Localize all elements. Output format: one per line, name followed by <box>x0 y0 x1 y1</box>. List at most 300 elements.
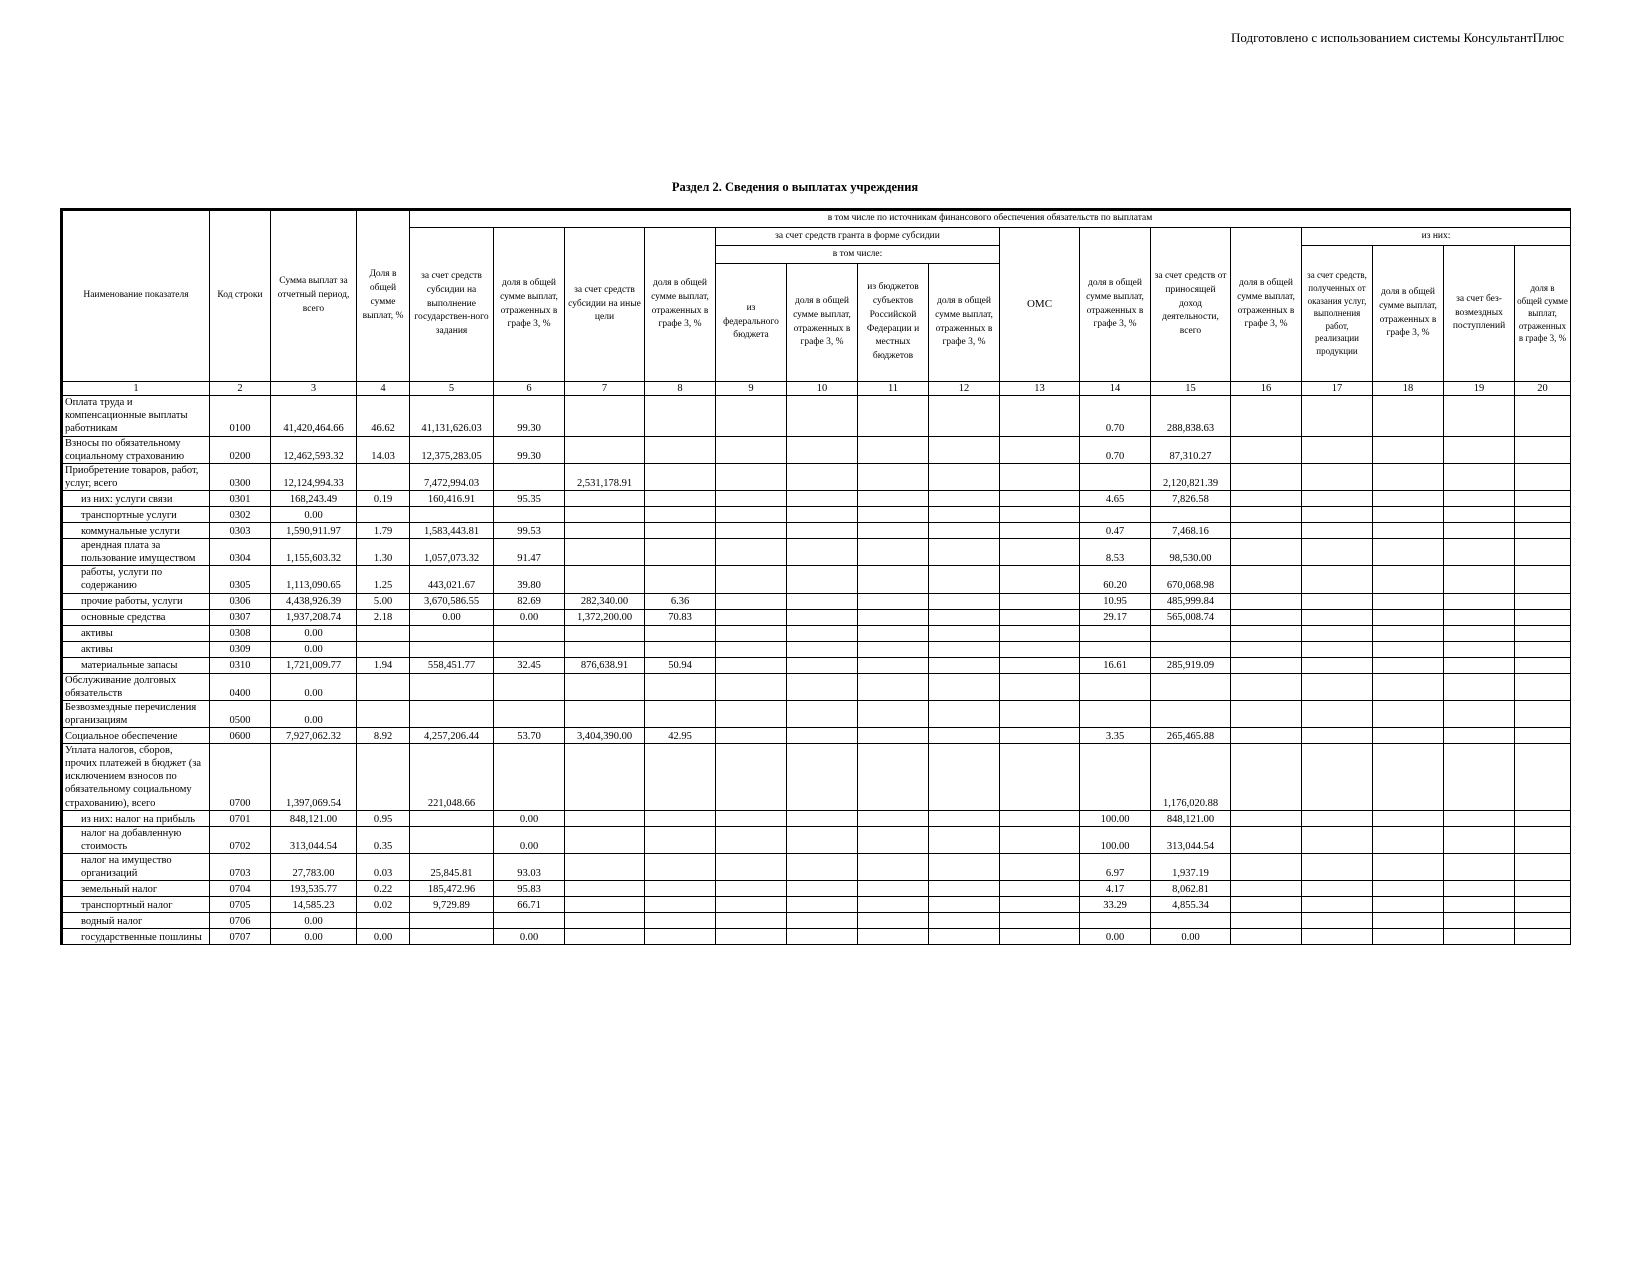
row-value-col-15: 1,176,020.88 <box>1151 744 1231 811</box>
row-code: 0302 <box>210 507 271 523</box>
row-value-col-8 <box>645 396 716 436</box>
row-value-col-6 <box>494 507 565 523</box>
row-value-col-13 <box>1000 523 1080 539</box>
row-value-col-20 <box>1515 609 1571 625</box>
row-value-col-11 <box>858 491 929 507</box>
row-value-col-10 <box>787 641 858 657</box>
row-value-col-8 <box>645 625 716 641</box>
row-value-col-19 <box>1444 881 1515 897</box>
row-value-col-3: 7,927,062.32 <box>271 728 357 744</box>
row-value-col-12 <box>929 826 1000 853</box>
row-name: из них: налог на прибыль <box>62 810 210 826</box>
table-row <box>62 673 1571 700</box>
row-code: 0304 <box>210 539 271 566</box>
row-value-col-4: 0.95 <box>357 810 410 826</box>
row-code: 0705 <box>210 897 271 913</box>
col-header-11: из бюджетов субъектов Российской Федерации и местных бюджетов <box>858 264 929 382</box>
row-value-col-14: 3.35 <box>1080 728 1151 744</box>
row-value-col-20 <box>1515 853 1571 880</box>
row-value-col-20 <box>1515 463 1571 490</box>
row-value-col-15 <box>1151 913 1231 929</box>
row-value-col-6 <box>494 625 565 641</box>
row-value-col-7: 2,531,178.91 <box>565 463 645 490</box>
table-row <box>62 897 1571 913</box>
row-value-col-18 <box>1373 881 1444 897</box>
column-number: 15 <box>1151 382 1231 396</box>
row-value-col-20 <box>1515 881 1571 897</box>
row-value-col-18 <box>1373 625 1444 641</box>
row-value-col-8 <box>645 853 716 880</box>
row-value-col-20 <box>1515 507 1571 523</box>
column-number: 14 <box>1080 382 1151 396</box>
row-value-col-9 <box>716 539 787 566</box>
row-value-col-16 <box>1231 523 1302 539</box>
row-code: 0301 <box>210 491 271 507</box>
row-value-col-17 <box>1302 463 1373 490</box>
row-value-col-19 <box>1444 463 1515 490</box>
row-value-col-10 <box>787 539 858 566</box>
row-value-col-16 <box>1231 436 1302 463</box>
row-value-col-11 <box>858 853 929 880</box>
row-value-col-8: 50.94 <box>645 657 716 673</box>
row-value-col-13 <box>1000 593 1080 609</box>
row-value-col-12 <box>929 507 1000 523</box>
row-value-col-16 <box>1231 641 1302 657</box>
row-value-col-20 <box>1515 523 1571 539</box>
row-value-col-3: 1,397,069.54 <box>271 744 357 811</box>
row-value-col-12 <box>929 929 1000 945</box>
row-value-col-17 <box>1302 881 1373 897</box>
row-value-col-19 <box>1444 625 1515 641</box>
row-value-col-15: 7,468.16 <box>1151 523 1231 539</box>
row-value-col-14 <box>1080 625 1151 641</box>
row-value-col-10 <box>787 609 858 625</box>
row-value-col-6: 95.83 <box>494 881 565 897</box>
row-value-col-17 <box>1302 539 1373 566</box>
row-value-col-13 <box>1000 396 1080 436</box>
row-value-col-17 <box>1302 700 1373 727</box>
row-value-col-7 <box>565 700 645 727</box>
row-value-col-10 <box>787 625 858 641</box>
column-number: 1 <box>62 382 210 396</box>
row-value-col-19 <box>1444 897 1515 913</box>
row-value-col-11 <box>858 913 929 929</box>
row-value-col-20 <box>1515 826 1571 853</box>
table-row <box>62 436 1571 463</box>
row-value-col-7 <box>565 523 645 539</box>
col-header-10: доля в общей сумме выплат, отраженных в графе 3, % <box>787 264 858 382</box>
row-code: 0400 <box>210 673 271 700</box>
row-value-col-19 <box>1444 810 1515 826</box>
row-name: Взносы по обязательному социальному страхованию <box>62 436 210 463</box>
row-value-col-5: 221,048.66 <box>410 744 494 811</box>
row-value-col-15: 0.00 <box>1151 929 1231 945</box>
row-value-col-5 <box>410 641 494 657</box>
row-value-col-7 <box>565 539 645 566</box>
row-value-col-11 <box>858 539 929 566</box>
column-number: 18 <box>1373 382 1444 396</box>
table-row <box>62 881 1571 897</box>
row-value-col-16 <box>1231 507 1302 523</box>
table-row <box>62 826 1571 853</box>
row-value-col-18 <box>1373 507 1444 523</box>
row-value-col-3: 1,937,208.74 <box>271 609 357 625</box>
row-value-col-19 <box>1444 826 1515 853</box>
row-value-col-18 <box>1373 744 1444 811</box>
row-value-col-4 <box>357 673 410 700</box>
row-value-col-12 <box>929 523 1000 539</box>
row-value-col-14: 0.47 <box>1080 523 1151 539</box>
row-value-col-4: 1.25 <box>357 566 410 593</box>
row-value-col-12 <box>929 913 1000 929</box>
table-row <box>62 657 1571 673</box>
row-value-col-18 <box>1373 728 1444 744</box>
row-value-col-17 <box>1302 491 1373 507</box>
row-value-col-18 <box>1373 609 1444 625</box>
row-value-col-6 <box>494 463 565 490</box>
row-value-col-6: 93.03 <box>494 853 565 880</box>
row-value-col-15: 8,062.81 <box>1151 881 1231 897</box>
table-row <box>62 491 1571 507</box>
row-value-col-17 <box>1302 929 1373 945</box>
table-row <box>62 566 1571 593</box>
row-value-col-6: 0.00 <box>494 826 565 853</box>
row-value-col-4 <box>357 913 410 929</box>
row-value-col-5 <box>410 913 494 929</box>
row-value-col-6 <box>494 673 565 700</box>
row-value-col-19 <box>1444 641 1515 657</box>
row-value-col-9 <box>716 673 787 700</box>
row-value-col-6: 53.70 <box>494 728 565 744</box>
row-value-col-6 <box>494 744 565 811</box>
table-row <box>62 523 1571 539</box>
row-value-col-18 <box>1373 593 1444 609</box>
col-header-of-them: из них: <box>1302 228 1571 246</box>
row-value-col-6: 99.30 <box>494 436 565 463</box>
column-number: 9 <box>716 382 787 396</box>
row-value-col-9 <box>716 728 787 744</box>
row-value-col-12 <box>929 539 1000 566</box>
row-value-col-8 <box>645 700 716 727</box>
row-value-col-17 <box>1302 625 1373 641</box>
row-value-col-19 <box>1444 491 1515 507</box>
row-value-col-9 <box>716 523 787 539</box>
row-value-col-20 <box>1515 700 1571 727</box>
row-value-col-15 <box>1151 641 1231 657</box>
row-code: 0305 <box>210 566 271 593</box>
row-value-col-19 <box>1444 728 1515 744</box>
row-value-col-5 <box>410 673 494 700</box>
row-value-col-3: 0.00 <box>271 913 357 929</box>
col-header-20: доля в общей сумме выплат, отраженных в графе 3, % <box>1515 246 1571 382</box>
row-value-col-11 <box>858 396 929 436</box>
row-value-col-13 <box>1000 897 1080 913</box>
column-number: 8 <box>645 382 716 396</box>
row-value-col-20 <box>1515 641 1571 657</box>
table-row <box>62 641 1571 657</box>
row-value-col-17 <box>1302 657 1373 673</box>
row-value-col-8 <box>645 826 716 853</box>
row-value-col-11 <box>858 673 929 700</box>
row-value-col-10 <box>787 491 858 507</box>
row-value-col-11 <box>858 700 929 727</box>
row-value-col-7 <box>565 625 645 641</box>
row-value-col-16 <box>1231 853 1302 880</box>
row-value-col-13 <box>1000 881 1080 897</box>
row-value-col-8 <box>645 523 716 539</box>
row-code: 0306 <box>210 593 271 609</box>
row-value-col-11 <box>858 897 929 913</box>
row-value-col-9 <box>716 609 787 625</box>
row-value-col-8: 70.83 <box>645 609 716 625</box>
row-value-col-20 <box>1515 913 1571 929</box>
column-number-row <box>62 382 1571 396</box>
row-value-col-14 <box>1080 507 1151 523</box>
row-value-col-11 <box>858 929 929 945</box>
row-name: работы, услуги по содержанию <box>62 566 210 593</box>
row-value-col-13 <box>1000 463 1080 490</box>
row-value-col-9 <box>716 463 787 490</box>
row-name: Обслуживание долговых обязательств <box>62 673 210 700</box>
row-value-col-12 <box>929 881 1000 897</box>
col-header-grant: за счет средств гранта в форме субсидии <box>716 228 1000 246</box>
row-value-col-18 <box>1373 826 1444 853</box>
row-value-col-7 <box>565 396 645 436</box>
col-header-6: доля в общей сумме выплат, отраженных в графе 3, % <box>494 228 565 382</box>
row-code: 0200 <box>210 436 271 463</box>
row-value-col-4: 1.79 <box>357 523 410 539</box>
row-value-col-7 <box>565 507 645 523</box>
row-value-col-17 <box>1302 853 1373 880</box>
row-value-col-8 <box>645 810 716 826</box>
row-value-col-4: 1.94 <box>357 657 410 673</box>
row-value-col-13 <box>1000 657 1080 673</box>
row-value-col-15 <box>1151 625 1231 641</box>
row-value-col-7 <box>565 826 645 853</box>
row-value-col-15 <box>1151 673 1231 700</box>
row-value-col-9 <box>716 897 787 913</box>
column-number: 6 <box>494 382 565 396</box>
row-value-col-18 <box>1373 657 1444 673</box>
row-value-col-7 <box>565 436 645 463</box>
row-name: водный налог <box>62 913 210 929</box>
row-value-col-9 <box>716 929 787 945</box>
row-name: прочие работы, услуги <box>62 593 210 609</box>
row-value-col-14: 16.61 <box>1080 657 1151 673</box>
row-value-col-20 <box>1515 897 1571 913</box>
row-value-col-19 <box>1444 566 1515 593</box>
row-value-col-9 <box>716 657 787 673</box>
row-code: 0703 <box>210 853 271 880</box>
row-value-col-19 <box>1444 929 1515 945</box>
row-value-col-9 <box>716 853 787 880</box>
row-value-col-8 <box>645 881 716 897</box>
row-code: 0707 <box>210 929 271 945</box>
row-value-col-3: 848,121.00 <box>271 810 357 826</box>
row-value-col-8 <box>645 463 716 490</box>
row-value-col-20 <box>1515 673 1571 700</box>
column-number: 12 <box>929 382 1000 396</box>
row-value-col-4: 1.30 <box>357 539 410 566</box>
row-value-col-14: 10.95 <box>1080 593 1151 609</box>
row-value-col-10 <box>787 396 858 436</box>
row-value-col-3: 41,420,464.66 <box>271 396 357 436</box>
row-value-col-9 <box>716 566 787 593</box>
col-header-5: за счет средств субсидии на выполнение государствен-ного задания <box>410 228 494 382</box>
col-header-including: в том числе: <box>716 246 1000 264</box>
row-value-col-17 <box>1302 641 1373 657</box>
row-value-col-17 <box>1302 396 1373 436</box>
row-value-col-10 <box>787 593 858 609</box>
row-value-col-3: 12,462,593.32 <box>271 436 357 463</box>
col-header-14: доля в общей сумме выплат, отраженных в графе 3, % <box>1080 228 1151 382</box>
row-value-col-7 <box>565 491 645 507</box>
row-value-col-11 <box>858 507 929 523</box>
column-number: 20 <box>1515 382 1571 396</box>
row-value-col-18 <box>1373 810 1444 826</box>
row-value-col-13 <box>1000 853 1080 880</box>
row-value-col-19 <box>1444 523 1515 539</box>
row-name: земельный налог <box>62 881 210 897</box>
row-value-col-10 <box>787 897 858 913</box>
row-value-col-3: 0.00 <box>271 673 357 700</box>
row-value-col-14 <box>1080 913 1151 929</box>
row-value-col-4: 0.02 <box>357 897 410 913</box>
row-value-col-7: 876,638.91 <box>565 657 645 673</box>
row-value-col-5: 7,472,994.03 <box>410 463 494 490</box>
row-value-col-17 <box>1302 913 1373 929</box>
row-code: 0300 <box>210 463 271 490</box>
row-value-col-4 <box>357 507 410 523</box>
row-value-col-3: 1,721,009.77 <box>271 657 357 673</box>
row-value-col-16 <box>1231 929 1302 945</box>
table-row <box>62 507 1571 523</box>
column-number: 17 <box>1302 382 1373 396</box>
row-value-col-11 <box>858 436 929 463</box>
row-value-col-19 <box>1444 539 1515 566</box>
row-value-col-14: 0.70 <box>1080 436 1151 463</box>
row-value-col-10 <box>787 853 858 880</box>
row-code: 0700 <box>210 744 271 811</box>
row-value-col-5: 3,670,586.55 <box>410 593 494 609</box>
column-number: 19 <box>1444 382 1515 396</box>
row-value-col-9 <box>716 913 787 929</box>
row-value-col-13 <box>1000 609 1080 625</box>
row-value-col-5: 185,472.96 <box>410 881 494 897</box>
row-value-col-16 <box>1231 810 1302 826</box>
row-value-col-16 <box>1231 593 1302 609</box>
row-value-col-3: 1,155,603.32 <box>271 539 357 566</box>
row-value-col-20 <box>1515 593 1571 609</box>
row-value-col-13 <box>1000 539 1080 566</box>
row-value-col-12 <box>929 853 1000 880</box>
row-value-col-9 <box>716 507 787 523</box>
row-value-col-15: 565,008.74 <box>1151 609 1231 625</box>
row-value-col-7 <box>565 641 645 657</box>
row-code: 0307 <box>210 609 271 625</box>
row-value-col-6 <box>494 641 565 657</box>
table-row <box>62 810 1571 826</box>
row-code: 0704 <box>210 881 271 897</box>
row-value-col-3: 27,783.00 <box>271 853 357 880</box>
row-code: 0500 <box>210 700 271 727</box>
row-value-col-11 <box>858 728 929 744</box>
col-header-18: доля в общей сумме выплат, отраженных в графе 3, % <box>1373 246 1444 382</box>
row-value-col-9 <box>716 625 787 641</box>
row-name: материальные запасы <box>62 657 210 673</box>
row-value-col-18 <box>1373 913 1444 929</box>
row-value-col-8 <box>645 897 716 913</box>
row-value-col-7: 3,404,390.00 <box>565 728 645 744</box>
row-value-col-12 <box>929 744 1000 811</box>
row-code: 0100 <box>210 396 271 436</box>
row-value-col-8 <box>645 566 716 593</box>
column-number: 5 <box>410 382 494 396</box>
row-value-col-5: 160,416.91 <box>410 491 494 507</box>
row-value-col-6: 0.00 <box>494 810 565 826</box>
row-value-col-18 <box>1373 673 1444 700</box>
row-value-col-7 <box>565 929 645 945</box>
row-value-col-10 <box>787 700 858 727</box>
row-value-col-17 <box>1302 609 1373 625</box>
row-value-col-4: 0.03 <box>357 853 410 880</box>
row-value-col-14 <box>1080 700 1151 727</box>
row-value-col-6: 99.53 <box>494 523 565 539</box>
column-number: 11 <box>858 382 929 396</box>
row-name: государственные пошлины <box>62 929 210 945</box>
column-number: 2 <box>210 382 271 396</box>
row-value-col-13 <box>1000 625 1080 641</box>
row-value-col-12 <box>929 810 1000 826</box>
table-row <box>62 625 1571 641</box>
row-value-col-13 <box>1000 436 1080 463</box>
row-name: Приобретение товаров, работ, услуг, всего <box>62 463 210 490</box>
row-value-col-12 <box>929 641 1000 657</box>
row-value-col-4: 8.92 <box>357 728 410 744</box>
row-value-col-12 <box>929 593 1000 609</box>
row-value-col-17 <box>1302 566 1373 593</box>
row-value-col-16 <box>1231 491 1302 507</box>
row-value-col-17 <box>1302 728 1373 744</box>
row-value-col-4 <box>357 625 410 641</box>
row-value-col-15: 7,826.58 <box>1151 491 1231 507</box>
row-value-col-4: 0.00 <box>357 929 410 945</box>
row-value-col-7 <box>565 881 645 897</box>
row-value-col-12 <box>929 491 1000 507</box>
col-header-8: доля в общей сумме выплат, отраженных в графе 3, % <box>645 228 716 382</box>
row-name: Безвозмездные перечисления организациям <box>62 700 210 727</box>
row-value-col-13 <box>1000 728 1080 744</box>
col-header-17: за счет средств, полученных от оказания услуг, выполнения работ, реализации продукции <box>1302 246 1373 382</box>
row-value-col-8: 42.95 <box>645 728 716 744</box>
row-value-col-15: 98,530.00 <box>1151 539 1231 566</box>
row-value-col-19 <box>1444 700 1515 727</box>
row-value-col-3: 193,535.77 <box>271 881 357 897</box>
row-value-col-14: 100.00 <box>1080 826 1151 853</box>
row-value-col-7 <box>565 913 645 929</box>
row-value-col-9 <box>716 491 787 507</box>
row-value-col-11 <box>858 641 929 657</box>
row-value-col-5: 443,021.67 <box>410 566 494 593</box>
row-value-col-15: 4,855.34 <box>1151 897 1231 913</box>
row-value-col-4: 14.03 <box>357 436 410 463</box>
row-value-col-3: 0.00 <box>271 929 357 945</box>
row-value-col-14 <box>1080 673 1151 700</box>
payments-table <box>60 208 1571 945</box>
row-name: Уплата налогов, сборов, прочих платежей в бюджет (за исключением взносов по обязательному социальному страхованию), всего <box>62 744 210 811</box>
row-value-col-8 <box>645 641 716 657</box>
row-value-col-12 <box>929 566 1000 593</box>
